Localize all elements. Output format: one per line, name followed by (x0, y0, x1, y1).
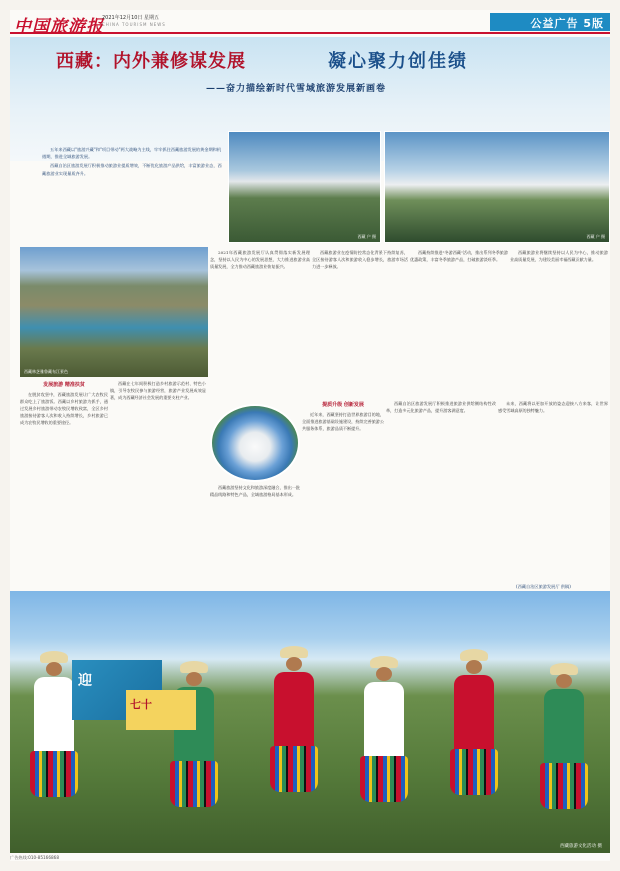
photo-caption: 西藏 户 摄 (357, 234, 376, 239)
dancer-figure (270, 646, 318, 796)
newspaper-logo: 中国旅游报 (14, 17, 104, 37)
article-column (312, 249, 408, 399)
page-footer: 广告热线:010-85166868 (10, 855, 59, 860)
intro-paragraphs (42, 146, 222, 179)
article-text: 西藏旅游业在疫情防控常态化背景下持续复苏，全区接待游客人次和旅游收入稳步增长，旅游市场活力进一步释放。 (312, 250, 408, 270)
newspaper-subtitle: CHINA TOURISM NEWS (102, 22, 166, 27)
photo-caption: 西藏林芝雅鲁藏布江景色 (24, 369, 68, 374)
article-text: 西藏在七年间积极打造乡村旅游示范村、特色小镇，引导农牧民参与旅游经营，旅游产业发展成效显著，成为西藏经济社会发展的重要支柱产业。 (110, 381, 206, 401)
article-text: 在脱贫攻坚中，西藏旅游发展让广大农牧民群众吃上了旅游饭。西藏以乡村旅游为抓手，通过发展乡村旅游带动农牧民增收致富，全区乡村旅游接待游客人次和收入持续增长，乡村旅游已成为农牧民增收的重要途径。 (20, 392, 108, 426)
column-heading: 发展旅游 精准扶贫 (43, 382, 85, 388)
article-column (210, 484, 300, 590)
photo-tibetan-dancers (10, 591, 610, 853)
newspaper-page (10, 10, 610, 861)
masthead (10, 10, 610, 37)
dancer-figure (540, 663, 588, 813)
welcome-sign: 迎 (72, 660, 162, 720)
article-column (20, 380, 108, 590)
photo-stage-event (384, 131, 610, 243)
article-text: 西藏旅游坚持文化和旅游深度融合，推出一批精品线路和特色产品，全域旅游格局基本形成。 (210, 485, 300, 498)
article-column (410, 249, 508, 399)
article-text: 西藏旅游业将继续坚持以人民为中心，推动旅游业高质量发展，为建设美丽幸福西藏贡献力量。 (510, 250, 608, 263)
article-text: 西藏自治区旅游发展厅积极推进旅游业供给侧结构性改革，打造多元化旅游产品，提升游客满意度。 (386, 401, 496, 414)
headline-right: 凝心聚力创佳绩 (328, 51, 468, 72)
photo-mountain-event (228, 131, 381, 243)
article-column (210, 249, 310, 399)
article-column (302, 400, 384, 590)
headline-left: 西藏：内外兼修谋发展 (56, 51, 246, 72)
column-heading: 提质升级 创新发展 (322, 402, 364, 408)
dancer-figure (360, 656, 408, 806)
photo-river-valley (20, 247, 208, 377)
subheadline: ——奋力描绘新时代雪域旅游发展新画卷 (206, 84, 387, 94)
dancer-figure (170, 661, 218, 811)
section-label: 公益广告 5版 (490, 13, 610, 31)
photo-caption: 西藏旅游文化活动 摄 (560, 844, 602, 849)
article-text: 2021年西藏旅游发展厅认真贯彻落实新发展理念，坚持以人民为中心的发展思想，大力推进旅游业高质量发展，全力推动西藏旅游业恢复振兴。 (210, 250, 310, 270)
article-column (386, 400, 496, 590)
byline: (西藏自治区旅游发展厅 供稿) (516, 584, 571, 589)
intro-paragraph: 西藏自治区旅游发展厅积极推动旅游业提质增效，不断优化旅游产品供给，丰富旅游业态，西藏旅游业实现量质齐升。 (42, 163, 222, 176)
photo-caption: 西藏 户 摄 (586, 234, 605, 239)
photo-tent-circle (210, 404, 300, 482)
article-column (498, 400, 608, 590)
anniversary-sign: 七十 (126, 690, 196, 730)
issue-date: 2021年12月10日 星期五 (102, 15, 160, 21)
article-text: 未来，西藏将以更加开放的姿态迎接八方来客，让世界感受雪域高原的独特魅力。 (498, 401, 608, 414)
dancer-figure (30, 651, 78, 801)
article-column (110, 380, 206, 590)
intro-paragraph: 五年来西藏以"旅游兴藏"和"项目带动"两大战略为主线，牢牢抓住西藏旅游发展的黄金期和机遇期，推进全域旅游发展。 (42, 147, 222, 160)
article-text: 西藏持续推进"冬游西藏"活动，推出系列冬季旅游优惠政策，丰富冬季旅游产品，打破旅游淡旺季。 (410, 250, 508, 263)
article-text: 近年来，西藏坚持打造世界旅游目的地，全面推进旅游基础设施建设，持续完善旅游公共服务体系，旅游品质不断提升。 (302, 412, 384, 432)
dancer-figure (450, 649, 498, 799)
